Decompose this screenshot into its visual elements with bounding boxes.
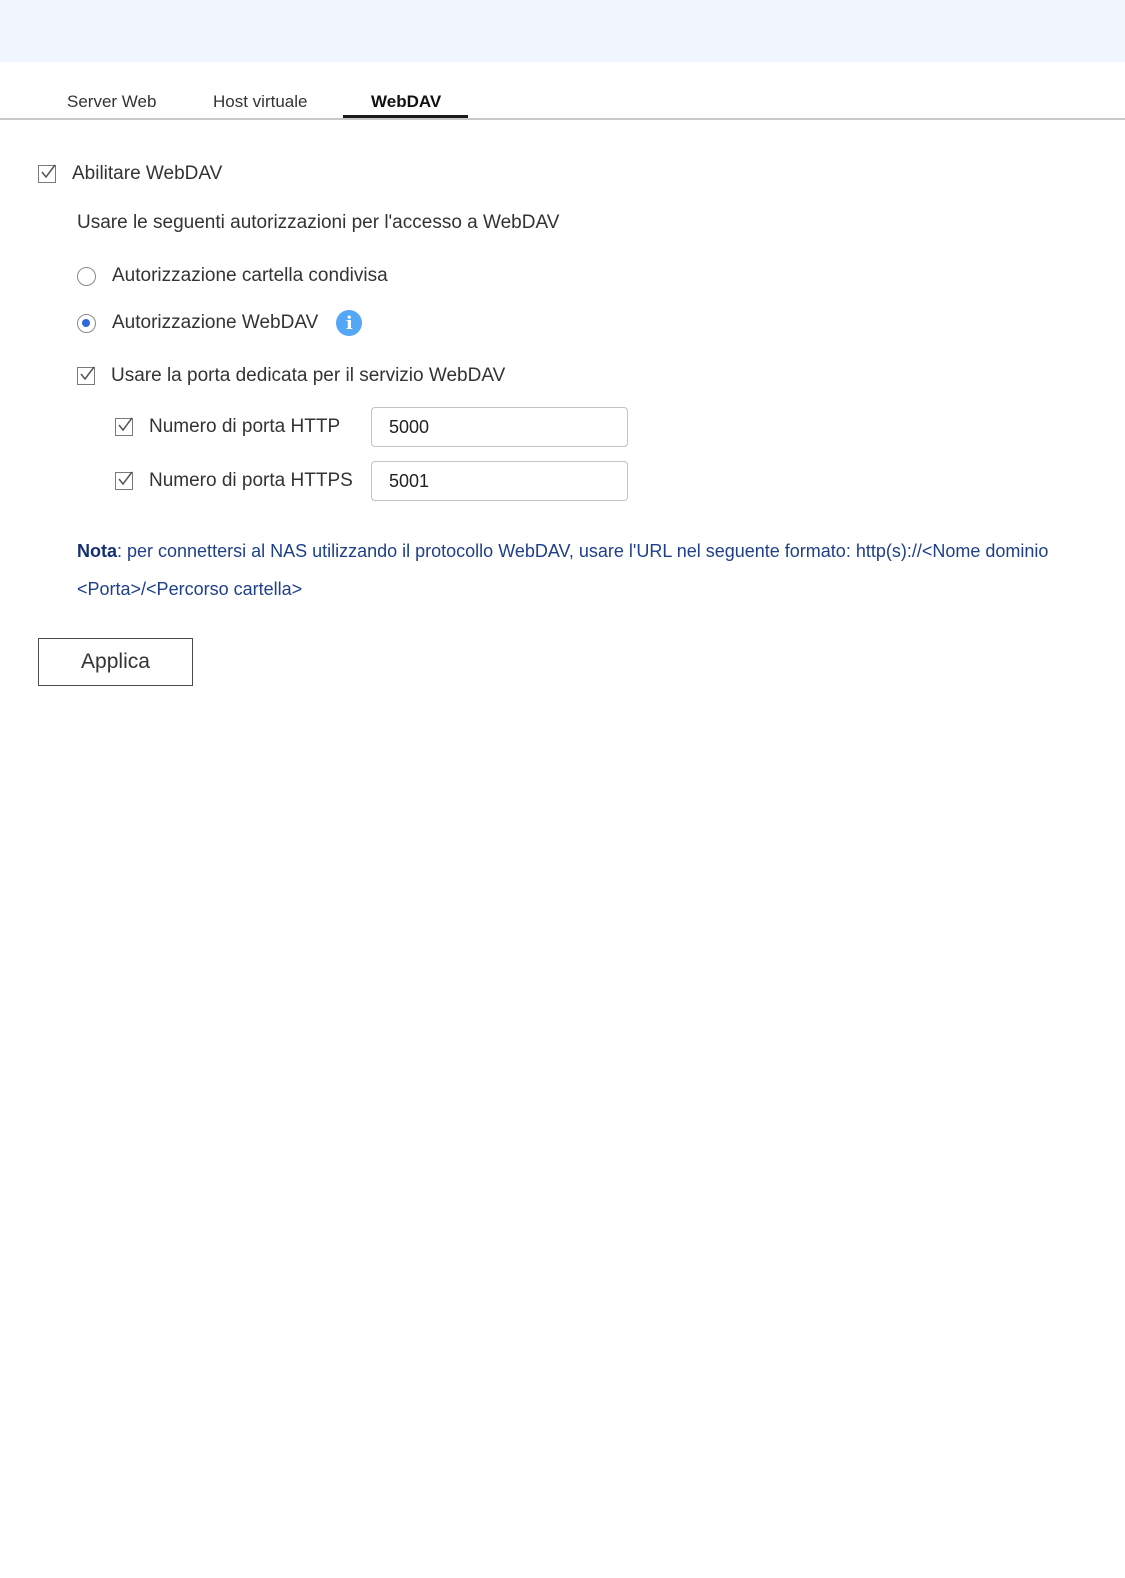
checkmark-icon [40,164,56,180]
shared-folder-permission-radio[interactable] [77,267,96,286]
active-tab-indicator [343,115,468,118]
dedicated-port-row [77,364,505,388]
https-port-input[interactable] [371,461,628,501]
http-port-input[interactable] [371,407,628,447]
enable-webdav-label: Abilitare WebDAV [72,163,223,184]
checkmark-icon [117,417,133,433]
checkmark-icon [117,471,133,487]
apply-button[interactable]: Applica [38,638,193,686]
tab-bar [0,62,1125,120]
note-prefix: Nota [77,541,117,561]
shared-folder-permission-label: Autorizzazione cartella condivisa [112,265,388,286]
http-port-checkbox[interactable] [115,418,133,436]
permissions-heading-text: Usare le seguenti autorizzazioni per l'accesso a WebDAV [77,212,560,233]
webdav-url-note [77,532,1125,608]
webdav-permission-label: Autorizzazione WebDAV [112,312,319,333]
note-line-2: <Porta>/<Percorso cartella> [77,579,303,599]
enable-webdav-checkbox[interactable] [38,165,56,183]
https-port-checkbox[interactable] [115,472,133,490]
checkmark-icon [79,366,95,382]
permission-option-shared-folder [77,264,388,288]
dedicated-port-checkbox[interactable] [77,367,95,385]
webdav-permission-radio[interactable] [77,314,96,333]
permissions-heading [77,211,559,235]
dedicated-port-label: Usare la porta dedicata per il servizio WebDAV [111,365,506,386]
top-band [0,0,1125,62]
https-port-label: Numero di porta HTTPS [149,470,353,491]
note-line-1 [77,532,1125,570]
permission-option-webdav [77,309,362,337]
enable-webdav-row [38,162,222,186]
http-port-label: Numero di porta HTTP [149,416,341,437]
tab-webdav[interactable]: WebDAV [371,92,442,111]
note-text: : per connettersi al NAS utilizzando il protocollo WebDAV, usare l'URL nel seguente formato: http(s)://<Nome dominio [117,541,1049,561]
tab-server-web[interactable]: Server Web [67,92,157,111]
info-icon[interactable]: i [336,310,362,336]
tab-host-virtuale[interactable]: Host virtuale [213,92,308,111]
http-port-row [115,415,340,439]
https-port-row [115,469,353,493]
